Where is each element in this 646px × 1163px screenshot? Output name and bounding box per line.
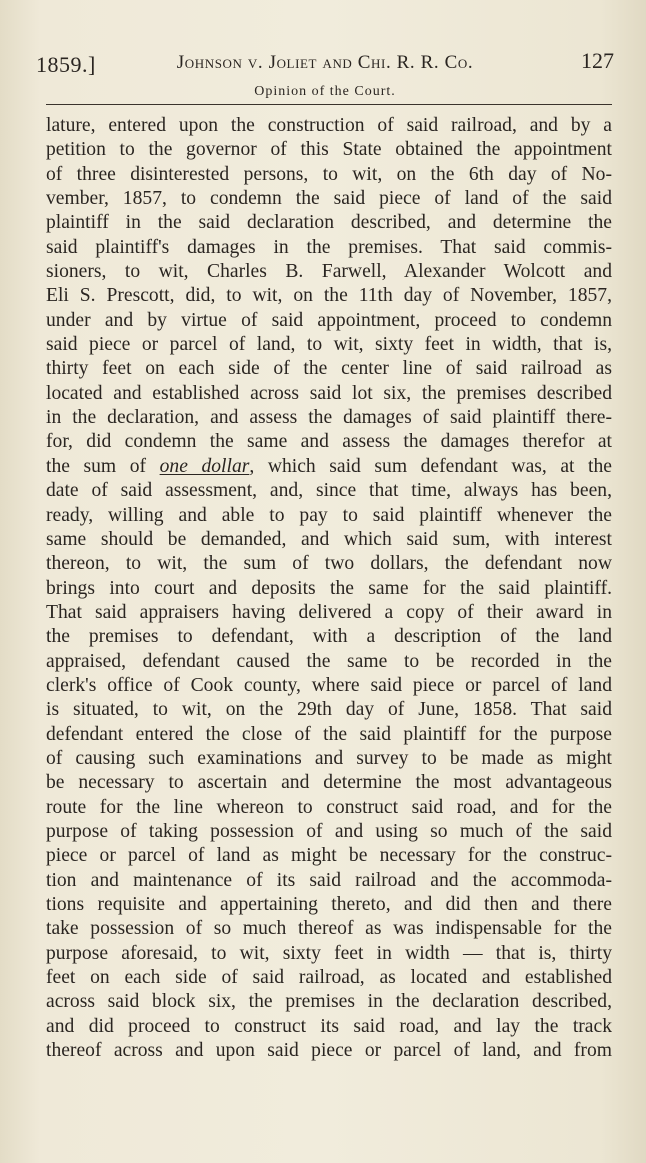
text-line: clerk's office of Cook county, where said piece or parcel of land (46, 674, 612, 696)
text-line: take possession of so much thereof as was indispensable for the (46, 918, 612, 940)
header-year: 1859.] (36, 52, 96, 77)
text-line: plaintiff in the said declaration described, and determine the (46, 212, 612, 234)
text-line: under and by virtue of said appointment, proceed to condemn (46, 309, 612, 331)
section-heading: Opinion of the Court. (254, 84, 396, 99)
text-line: petition to the governor of this State obtained the appointment (46, 139, 612, 161)
text-line: purpose of taking possession of and using so much of the said (46, 820, 612, 842)
text-line: the sum of one dollar, which said sum defendant was, at the (46, 455, 612, 477)
header-rule (46, 104, 612, 105)
text-line: date of said assessment, and, since that time, always has been, (46, 480, 612, 502)
text-line: be necessary to ascertain and determine the most advantageous (46, 772, 612, 794)
text-line: route for the line whereon to construct said road, and for the (46, 796, 612, 818)
text-line: said piece or parcel of land, to wit, sixty feet in width, that is, (46, 334, 612, 356)
text-line: for, did condemn the same and assess the damages therefor at (46, 431, 612, 453)
text-line: sioners, to wit, Charles B. Farwell, Alexander Wolcott and (46, 261, 612, 283)
page-number: 127 (581, 48, 614, 73)
text-line: Eli S. Prescott, did, to wit, on the 11th day of November, 1857, (46, 285, 612, 307)
text-line: thereof across and upon said piece or parcel of land, and from (46, 1040, 612, 1062)
text-line: in the declaration, and assess the damages of said plaintiff there- (46, 407, 612, 429)
text-line: purpose aforesaid, to wit, sixty feet in width — that is, thirty (46, 942, 612, 964)
text-line: defendant entered the close of the said plaintiff for the purpose (46, 723, 612, 745)
text-line: vember, 1857, to condemn the said piece of land of the said (46, 188, 612, 210)
text-line: located and established across said lot six, the premises described (46, 382, 612, 404)
text-line: feet on each side of said railroad, as located and established (46, 967, 612, 989)
text-line: thereon, to wit, the sum of two dollars, the defendant now (46, 553, 612, 575)
text-line: same should be demanded, and which said sum, with interest (46, 528, 612, 550)
text-line: ready, willing and able to pay to said plaintiff whenever the (46, 504, 612, 526)
body-text (46, 114, 612, 1063)
italic-phrase: one dollar (159, 455, 250, 477)
text-line: appraised, defendant caused the same to be recorded in the (46, 650, 612, 672)
text-line: of three disinterested persons, to wit, on the 6th day of No- (46, 163, 612, 185)
text-line: tion and maintenance of its said railroad and the accommoda- (46, 869, 612, 891)
text-line: of causing such examinations and survey to be made as might (46, 747, 612, 769)
text-line: lature, entered upon the construction of said railroad, and by a (46, 115, 612, 136)
text-line: That said appraisers having delivered a copy of their award in (46, 601, 612, 623)
running-head (36, 48, 614, 76)
text-line: and did proceed to construct its said road, and lay the track (46, 1015, 612, 1037)
text-line: tions requisite and appertaining thereto, and did then and there (46, 894, 612, 915)
text-line: across said block six, the premises in the declaration described, (46, 991, 612, 1013)
text-line: said plaintiff's damages in the premises. That said commis- (46, 236, 612, 258)
text-line: brings into court and deposits the same for the said plaintiff. (46, 577, 612, 599)
text-line: is situated, to wit, on the 29th day of June, 1858. That said (46, 699, 612, 721)
text-line: piece or parcel of land as might be necessary for the construc- (46, 845, 612, 867)
text-line: thirty feet on each side of the center line of said railroad as (46, 358, 612, 380)
header-title: Johnson v. Joliet and Chi. R. R. Co. (176, 52, 474, 73)
text-line: the premises to defendant, with a description of the land (46, 626, 612, 648)
